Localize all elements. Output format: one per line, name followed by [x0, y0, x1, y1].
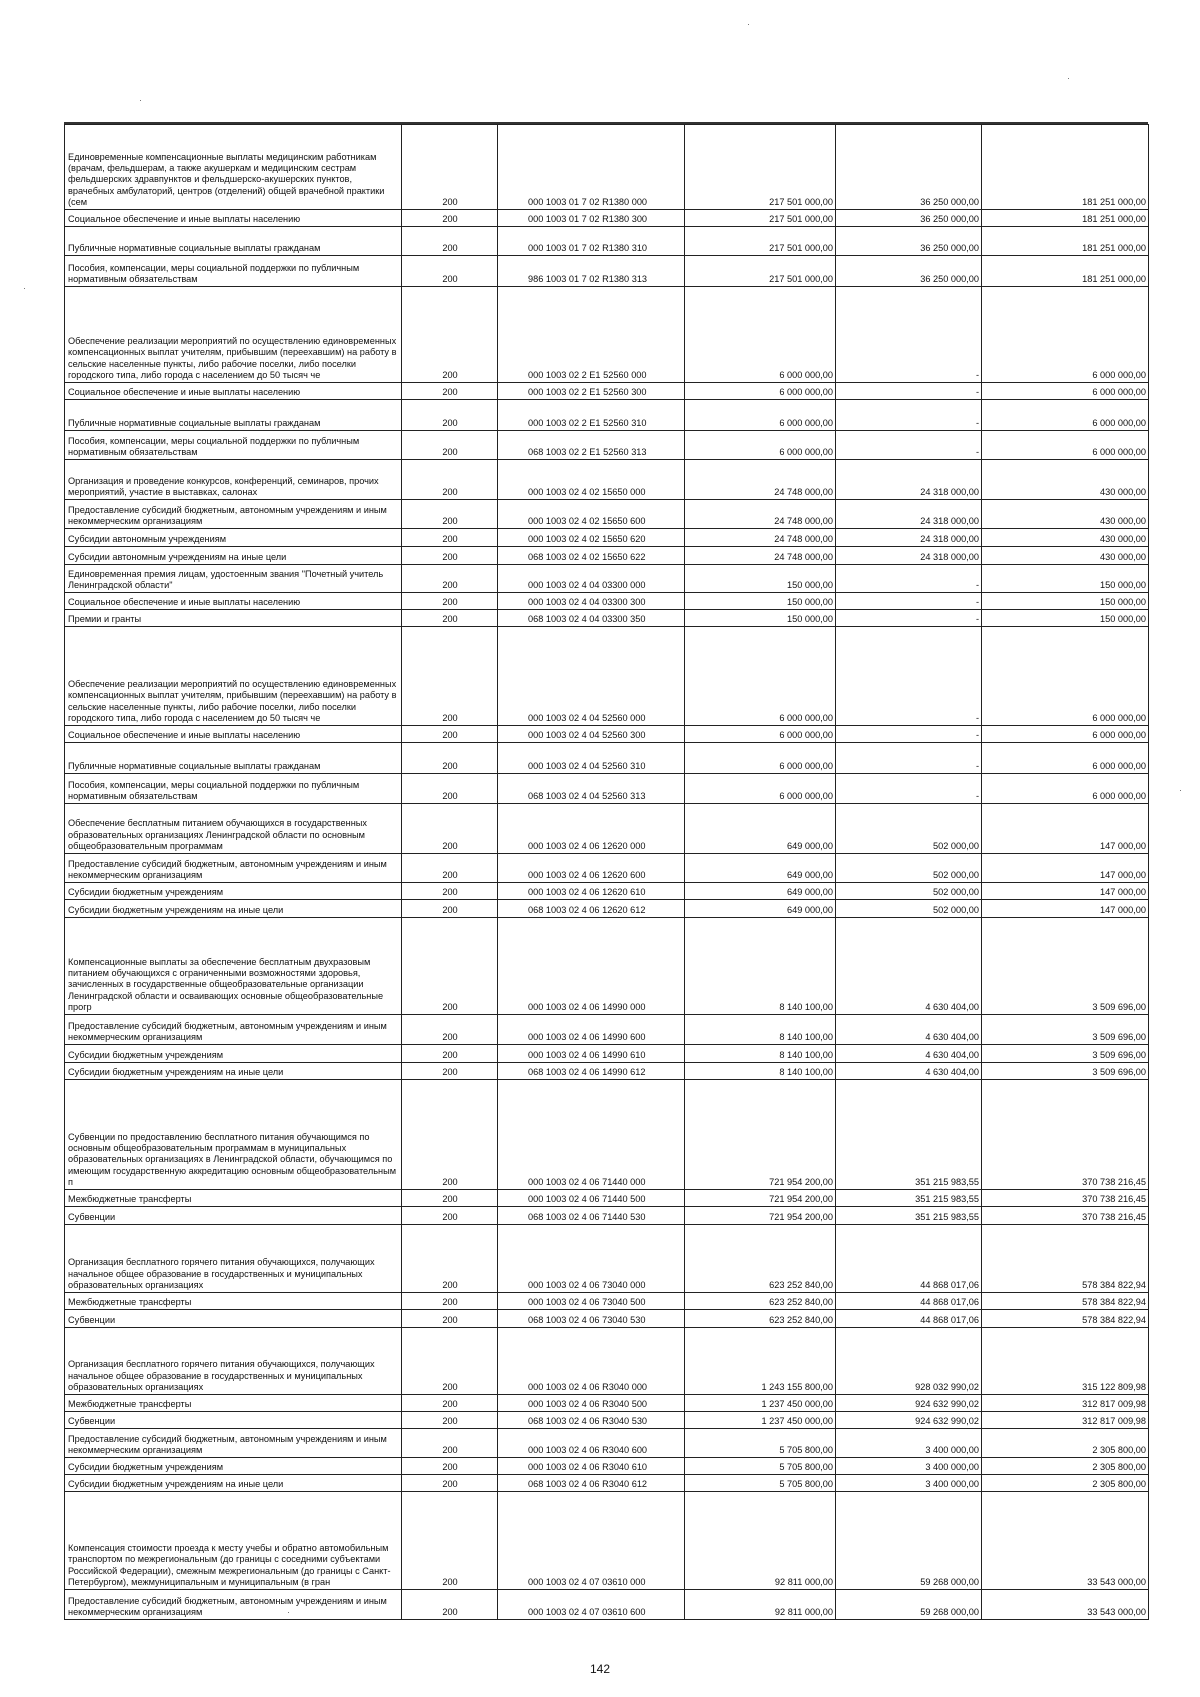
row-approved-cell: 24 748 000,00	[685, 529, 836, 547]
row-executed-cell: 928 032 990,02	[836, 1328, 982, 1395]
row-remaining-cell: 578 384 822,94	[982, 1225, 1149, 1293]
row-executed-cell: -	[836, 627, 982, 726]
row-executed-cell: 44 868 017,06	[836, 1225, 982, 1293]
table-row	[65, 1412, 1149, 1429]
row-kbk-cell: 000 1003 02 4 04 03300 300	[498, 593, 685, 610]
table-row	[65, 1225, 1149, 1293]
row-remaining-cell: 430 000,00	[982, 460, 1149, 500]
row-code-cell: 200	[402, 774, 498, 804]
row-kbk-cell: 000 1003 02 2 E1 52560 310	[498, 400, 685, 431]
page-number: 142	[589, 1662, 611, 1676]
table-row	[65, 1395, 1149, 1412]
row-executed-cell: 24 318 000,00	[836, 529, 982, 547]
row-code-cell: 200	[402, 593, 498, 610]
row-kbk-cell: 000 1003 02 4 04 52560 310	[498, 743, 685, 774]
row-name-cell: Обеспечение реализации мероприятий по осуществлению единовременных компенсационных выплат учителям, прибывшим (переехавшим) на работу в сельские населенные пункты, либо рабочие поселки, либо поселки городского типа, либо города с населением до 50 тысяч че	[65, 627, 402, 726]
row-code-cell: 200	[402, 1429, 498, 1458]
table-row	[65, 565, 1149, 593]
scan-speck	[140, 100, 141, 101]
row-kbk-cell: 068 1003 02 4 06 71440 530	[498, 1207, 685, 1225]
row-kbk-cell: 000 1003 02 4 06 14990 600	[498, 1015, 685, 1045]
row-kbk-cell: 068 1003 02 2 E1 52560 313	[498, 431, 685, 460]
scan-speck	[24, 288, 25, 289]
row-name-cell: Субсидии автономным учреждениям	[65, 529, 402, 547]
row-code-cell: 200	[402, 1412, 498, 1429]
row-kbk-cell: 068 1003 02 4 06 R3040 612	[498, 1475, 685, 1492]
row-code-cell: 200	[402, 1063, 498, 1080]
row-remaining-cell: 147 000,00	[982, 854, 1149, 883]
row-approved-cell: 6 000 000,00	[685, 383, 836, 400]
row-code-cell: 200	[402, 1045, 498, 1063]
row-approved-cell: 8 140 100,00	[685, 918, 836, 1015]
row-approved-cell: 6 000 000,00	[685, 287, 836, 383]
row-code-cell: 200	[402, 383, 498, 400]
row-approved-cell: 150 000,00	[685, 593, 836, 610]
row-kbk-cell: 068 1003 02 4 06 73040 530	[498, 1310, 685, 1328]
row-remaining-cell: 2 305 800,00	[982, 1429, 1149, 1458]
table-row	[65, 918, 1149, 1015]
row-executed-cell: 3 400 000,00	[836, 1475, 982, 1492]
row-kbk-cell: 068 1003 02 4 06 12620 612	[498, 900, 685, 918]
table-row	[65, 1015, 1149, 1045]
row-approved-cell: 721 954 200,00	[685, 1080, 836, 1190]
row-code-cell: 200	[402, 804, 498, 854]
row-remaining-cell: 6 000 000,00	[982, 774, 1149, 804]
row-remaining-cell: 430 000,00	[982, 500, 1149, 529]
row-approved-cell: 8 140 100,00	[685, 1063, 836, 1080]
row-remaining-cell: 6 000 000,00	[982, 383, 1149, 400]
row-kbk-cell: 000 1003 02 4 06 71440 500	[498, 1190, 685, 1207]
row-name-cell: Субсидии бюджетным учреждениям	[65, 883, 402, 900]
row-name-cell: Межбюджетные трансферты	[65, 1190, 402, 1207]
row-code-cell: 200	[402, 1225, 498, 1293]
row-executed-cell: 502 000,00	[836, 854, 982, 883]
row-kbk-cell: 000 1003 02 4 06 71440 000	[498, 1080, 685, 1190]
row-approved-cell: 6 000 000,00	[685, 774, 836, 804]
table-row	[65, 1429, 1149, 1458]
row-name-cell: Социальное обеспечение и иные выплаты населению	[65, 593, 402, 610]
row-code-cell: 200	[402, 1395, 498, 1412]
row-approved-cell: 623 252 840,00	[685, 1310, 836, 1328]
row-name-cell: Пособия, компенсации, меры социальной поддержки по публичным нормативным обязательствам	[65, 774, 402, 804]
table-row	[65, 227, 1149, 256]
row-kbk-cell: 000 1003 02 4 06 73040 000	[498, 1225, 685, 1293]
row-remaining-cell: 3 509 696,00	[982, 918, 1149, 1015]
row-approved-cell: 721 954 200,00	[685, 1207, 836, 1225]
row-code-cell: 200	[402, 883, 498, 900]
scan-speck	[1180, 790, 1181, 791]
table-row	[65, 1492, 1149, 1590]
table-row	[65, 1328, 1149, 1395]
row-code-cell: 200	[402, 743, 498, 774]
table-row	[65, 804, 1149, 854]
row-remaining-cell: 6 000 000,00	[982, 743, 1149, 774]
row-code-cell: 200	[402, 1080, 498, 1190]
row-kbk-cell: 000 1003 02 2 E1 52560 300	[498, 383, 685, 400]
row-remaining-cell: 3 509 696,00	[982, 1015, 1149, 1045]
row-executed-cell: -	[836, 593, 982, 610]
row-name-cell: Социальное обеспечение и иные выплаты населению	[65, 726, 402, 743]
row-remaining-cell: 150 000,00	[982, 593, 1149, 610]
row-remaining-cell: 6 000 000,00	[982, 726, 1149, 743]
row-kbk-cell: 000 1003 02 4 06 73040 500	[498, 1293, 685, 1310]
row-kbk-cell: 068 1003 02 4 04 03300 350	[498, 610, 685, 627]
row-code-cell: 200	[402, 210, 498, 227]
row-remaining-cell: 2 305 800,00	[982, 1458, 1149, 1475]
row-approved-cell: 649 000,00	[685, 854, 836, 883]
row-name-cell: Межбюджетные трансферты	[65, 1293, 402, 1310]
row-name-cell: Компенсационные выплаты за обеспечение бесплатным двухразовым питанием обучающихся с ограниченными возможностями здоровья, зачисленных в государственные общеобразовательные организации Ленинградской области и осваивающих основные общеобразовательные прогр	[65, 918, 402, 1015]
row-remaining-cell: 3 509 696,00	[982, 1063, 1149, 1080]
table-body	[65, 125, 1149, 1620]
row-name-cell: Организация бесплатного горячего питания обучающихся, получающих начальное общее образование в государственных и муниципальных образовательных организациях	[65, 1225, 402, 1293]
table-row	[65, 1045, 1149, 1063]
table-row	[65, 125, 1149, 210]
row-executed-cell: 351 215 983,55	[836, 1080, 982, 1190]
row-remaining-cell: 6 000 000,00	[982, 287, 1149, 383]
row-code-cell: 200	[402, 500, 498, 529]
row-name-cell: Субсидии бюджетным учреждениям на иные цели	[65, 1475, 402, 1492]
row-approved-cell: 649 000,00	[685, 804, 836, 854]
row-code-cell: 200	[402, 227, 498, 256]
row-kbk-cell: 000 1003 01 7 02 R1380 310	[498, 227, 685, 256]
row-executed-cell: -	[836, 287, 982, 383]
row-remaining-cell: 150 000,00	[982, 565, 1149, 593]
row-code-cell: 200	[402, 918, 498, 1015]
row-executed-cell: 36 250 000,00	[836, 227, 982, 256]
row-executed-cell: -	[836, 383, 982, 400]
row-code-cell: 200	[402, 1328, 498, 1395]
row-kbk-cell: 000 1003 02 4 04 03300 000	[498, 565, 685, 593]
row-remaining-cell: 2 305 800,00	[982, 1475, 1149, 1492]
row-kbk-cell: 000 1003 02 2 E1 52560 000	[498, 287, 685, 383]
row-remaining-cell: 312 817 009,98	[982, 1395, 1149, 1412]
row-kbk-cell: 000 1003 02 4 06 R3040 000	[498, 1328, 685, 1395]
row-code-cell: 200	[402, 529, 498, 547]
row-remaining-cell: 33 543 000,00	[982, 1590, 1149, 1620]
row-kbk-cell: 000 1003 02 4 02 15650 600	[498, 500, 685, 529]
table-row	[65, 1293, 1149, 1310]
row-remaining-cell: 578 384 822,94	[982, 1310, 1149, 1328]
row-name-cell: Субвенции	[65, 1310, 402, 1328]
row-approved-cell: 1 243 155 800,00	[685, 1328, 836, 1395]
row-executed-cell: 59 268 000,00	[836, 1590, 982, 1620]
row-executed-cell: 502 000,00	[836, 900, 982, 918]
table-row	[65, 900, 1149, 918]
row-kbk-cell: 000 1003 02 4 06 R3040 600	[498, 1429, 685, 1458]
row-name-cell: Субсидии бюджетным учреждениям на иные цели	[65, 900, 402, 918]
row-approved-cell: 1 237 450 000,00	[685, 1412, 836, 1429]
row-kbk-cell: 000 1003 02 4 04 52560 300	[498, 726, 685, 743]
row-name-cell: Публичные нормативные социальные выплаты гражданам	[65, 743, 402, 774]
row-code-cell: 200	[402, 460, 498, 500]
row-approved-cell: 5 705 800,00	[685, 1429, 836, 1458]
table-row	[65, 529, 1149, 547]
row-approved-cell: 6 000 000,00	[685, 431, 836, 460]
table-row	[65, 726, 1149, 743]
row-kbk-cell: 000 1003 02 4 06 12620 000	[498, 804, 685, 854]
row-code-cell: 200	[402, 1492, 498, 1590]
row-remaining-cell: 430 000,00	[982, 529, 1149, 547]
table-row	[65, 500, 1149, 529]
row-name-cell: Предоставление субсидий бюджетным, автономным учреждениям и иным некоммерческим организациям	[65, 500, 402, 529]
row-remaining-cell: 181 251 000,00	[982, 210, 1149, 227]
row-executed-cell: -	[836, 565, 982, 593]
row-name-cell: Обеспечение бесплатным питанием обучающихся в государственных образовательных организациях Ленинградской области по основным общеобразовательным программам	[65, 804, 402, 854]
row-name-cell: Публичные нормативные социальные выплаты гражданам	[65, 227, 402, 256]
row-remaining-cell: 147 000,00	[982, 883, 1149, 900]
row-code-cell: 200	[402, 610, 498, 627]
row-executed-cell: 924 632 990,02	[836, 1395, 982, 1412]
row-executed-cell: 24 318 000,00	[836, 500, 982, 529]
table-row	[65, 431, 1149, 460]
row-name-cell: Социальное обеспечение и иные выплаты населению	[65, 383, 402, 400]
row-approved-cell: 217 501 000,00	[685, 227, 836, 256]
row-code-cell: 200	[402, 1293, 498, 1310]
row-remaining-cell: 370 738 216,45	[982, 1207, 1149, 1225]
row-kbk-cell: 000 1003 02 4 02 15650 000	[498, 460, 685, 500]
row-approved-cell: 217 501 000,00	[685, 210, 836, 227]
row-remaining-cell: 315 122 809,98	[982, 1328, 1149, 1395]
row-code-cell: 200	[402, 1310, 498, 1328]
row-remaining-cell: 150 000,00	[982, 610, 1149, 627]
row-kbk-cell: 000 1003 02 4 06 14990 610	[498, 1045, 685, 1063]
row-executed-cell: 59 268 000,00	[836, 1492, 982, 1590]
row-approved-cell: 1 237 450 000,00	[685, 1395, 836, 1412]
table-row	[65, 854, 1149, 883]
row-kbk-cell: 068 1003 02 4 06 R3040 530	[498, 1412, 685, 1429]
row-code-cell: 200	[402, 1458, 498, 1475]
row-executed-cell: 36 250 000,00	[836, 125, 982, 210]
table-row	[65, 1310, 1149, 1328]
row-remaining-cell: 3 509 696,00	[982, 1045, 1149, 1063]
row-kbk-cell: 986 1003 01 7 02 R1380 313	[498, 256, 685, 287]
row-code-cell: 200	[402, 627, 498, 726]
row-name-cell: Пособия, компенсации, меры социальной поддержки по публичным нормативным обязательствам	[65, 431, 402, 460]
row-code-cell: 200	[402, 1015, 498, 1045]
row-name-cell: Обеспечение реализации мероприятий по осуществлению единовременных компенсационных выплат учителям, прибывшим (переехавшим) на работу в сельские населенные пункты, либо рабочие поселки, либо поселки городского типа, либо города с населением до 50 тысяч че	[65, 287, 402, 383]
table-row	[65, 547, 1149, 565]
row-kbk-cell: 000 1003 02 4 07 03610 600	[498, 1590, 685, 1620]
row-name-cell: Предоставление субсидий бюджетным, автономным учреждениям и иным некоммерческим организациям	[65, 1015, 402, 1045]
row-name-cell: Субвенции по предоставлению бесплатного питания обучающимся по основным общеобразовательным программам в муниципальных образовательных организациях в Ленинградской области, обучающимся по имеющим государственную аккредитацию основным общеобразовательным п	[65, 1080, 402, 1190]
scan-speck	[1068, 78, 1069, 79]
row-name-cell: Межбюджетные трансферты	[65, 1395, 402, 1412]
row-remaining-cell: 312 817 009,98	[982, 1412, 1149, 1429]
row-code-cell: 200	[402, 125, 498, 210]
table-row	[65, 1458, 1149, 1475]
row-kbk-cell: 000 1003 02 4 06 12620 600	[498, 854, 685, 883]
table-row	[65, 1080, 1149, 1190]
row-kbk-cell: 000 1003 02 4 06 12620 610	[498, 883, 685, 900]
row-kbk-cell: 000 1003 02 4 06 R3040 610	[498, 1458, 685, 1475]
row-executed-cell: 502 000,00	[836, 883, 982, 900]
row-executed-cell: -	[836, 400, 982, 431]
table-row	[65, 400, 1149, 431]
row-approved-cell: 8 140 100,00	[685, 1045, 836, 1063]
table-row	[65, 1475, 1149, 1492]
table-row	[65, 610, 1149, 627]
row-executed-cell: 44 868 017,06	[836, 1293, 982, 1310]
row-remaining-cell: 430 000,00	[982, 547, 1149, 565]
row-name-cell: Предоставление субсидий бюджетным, автономным учреждениям и иным некоммерческим организациям	[65, 854, 402, 883]
table-row	[65, 883, 1149, 900]
row-executed-cell: 502 000,00	[836, 804, 982, 854]
row-remaining-cell: 147 000,00	[982, 900, 1149, 918]
row-remaining-cell: 6 000 000,00	[982, 400, 1149, 431]
row-code-cell: 200	[402, 900, 498, 918]
row-approved-cell: 217 501 000,00	[685, 125, 836, 210]
row-name-cell: Публичные нормативные социальные выплаты гражданам	[65, 400, 402, 431]
row-remaining-cell: 6 000 000,00	[982, 627, 1149, 726]
row-kbk-cell: 000 1003 02 4 06 14990 000	[498, 918, 685, 1015]
row-name-cell: Субвенции	[65, 1207, 402, 1225]
row-name-cell: Единовременные компенсационные выплаты медицинским работникам (врачам, фельдшерам, а также акушеркам и медицинским сестрам фельдшерских здравпунктов и фельдшерско-акушерских пунктов, врачебных амбулаторий, центров (отделений) общей врачебной практики (сем	[65, 125, 402, 210]
row-code-cell: 200	[402, 1590, 498, 1620]
row-code-cell: 200	[402, 256, 498, 287]
row-name-cell: Предоставление субсидий бюджетным, автономным учреждениям и иным некоммерческим организациям	[65, 1429, 402, 1458]
scan-speck	[288, 1612, 289, 1613]
row-name-cell: Субсидии бюджетным учреждениям на иные цели	[65, 1063, 402, 1080]
row-approved-cell: 217 501 000,00	[685, 256, 836, 287]
row-approved-cell: 649 000,00	[685, 900, 836, 918]
row-name-cell: Единовременная премия лицам, удостоенным звания "Почетный учитель Ленинградской области"	[65, 565, 402, 593]
table-row	[65, 210, 1149, 227]
row-remaining-cell: 181 251 000,00	[982, 256, 1149, 287]
row-code-cell: 200	[402, 1190, 498, 1207]
row-approved-cell: 92 811 000,00	[685, 1492, 836, 1590]
row-executed-cell: 36 250 000,00	[836, 210, 982, 227]
table-row	[65, 1590, 1149, 1620]
row-kbk-cell: 000 1003 02 4 02 15650 620	[498, 529, 685, 547]
row-executed-cell: -	[836, 774, 982, 804]
table-row	[65, 287, 1149, 383]
row-remaining-cell: 6 000 000,00	[982, 431, 1149, 460]
row-code-cell: 200	[402, 1475, 498, 1492]
row-executed-cell: 4 630 404,00	[836, 1015, 982, 1045]
row-executed-cell: -	[836, 726, 982, 743]
row-executed-cell: 24 318 000,00	[836, 547, 982, 565]
row-executed-cell: -	[836, 743, 982, 774]
row-remaining-cell: 181 251 000,00	[982, 125, 1149, 210]
row-code-cell: 200	[402, 726, 498, 743]
table-row	[65, 593, 1149, 610]
table-row	[65, 1190, 1149, 1207]
row-approved-cell: 6 000 000,00	[685, 627, 836, 726]
row-name-cell: Субсидии автономным учреждениям на иные цели	[65, 547, 402, 565]
row-kbk-cell: 068 1003 02 4 04 52560 313	[498, 774, 685, 804]
row-approved-cell: 6 000 000,00	[685, 743, 836, 774]
row-approved-cell: 92 811 000,00	[685, 1590, 836, 1620]
row-approved-cell: 24 748 000,00	[685, 460, 836, 500]
row-executed-cell: 3 400 000,00	[836, 1429, 982, 1458]
table-row	[65, 256, 1149, 287]
row-executed-cell: 3 400 000,00	[836, 1458, 982, 1475]
table-row	[65, 383, 1149, 400]
row-approved-cell: 6 000 000,00	[685, 726, 836, 743]
row-code-cell: 200	[402, 287, 498, 383]
row-approved-cell: 721 954 200,00	[685, 1190, 836, 1207]
row-kbk-cell: 068 1003 02 4 02 15650 622	[498, 547, 685, 565]
row-executed-cell: -	[836, 431, 982, 460]
table-row	[65, 1063, 1149, 1080]
row-executed-cell: -	[836, 610, 982, 627]
row-approved-cell: 150 000,00	[685, 565, 836, 593]
row-name-cell: Субвенции	[65, 1412, 402, 1429]
row-approved-cell: 5 705 800,00	[685, 1458, 836, 1475]
scan-speck	[748, 24, 749, 25]
row-kbk-cell: 000 1003 01 7 02 R1380 000	[498, 125, 685, 210]
row-name-cell: Организация и проведение конкурсов, конференций, семинаров, прочих мероприятий, участие в выставках, салонах	[65, 460, 402, 500]
row-code-cell: 200	[402, 565, 498, 593]
row-remaining-cell: 578 384 822,94	[982, 1293, 1149, 1310]
row-kbk-cell: 000 1003 02 4 07 03610 000	[498, 1492, 685, 1590]
row-executed-cell: 924 632 990,02	[836, 1412, 982, 1429]
row-approved-cell: 5 705 800,00	[685, 1475, 836, 1492]
row-executed-cell: 351 215 983,55	[836, 1207, 982, 1225]
row-kbk-cell: 000 1003 02 4 06 R3040 500	[498, 1395, 685, 1412]
row-executed-cell: 4 630 404,00	[836, 918, 982, 1015]
table-row	[65, 460, 1149, 500]
row-approved-cell: 24 748 000,00	[685, 547, 836, 565]
row-kbk-cell: 068 1003 02 4 06 14990 612	[498, 1063, 685, 1080]
budget-execution-table	[64, 124, 1149, 1620]
row-name-cell: Премии и гранты	[65, 610, 402, 627]
table-row	[65, 627, 1149, 726]
row-approved-cell: 649 000,00	[685, 883, 836, 900]
row-approved-cell: 623 252 840,00	[685, 1293, 836, 1310]
row-approved-cell: 150 000,00	[685, 610, 836, 627]
row-code-cell: 200	[402, 400, 498, 431]
row-remaining-cell: 147 000,00	[982, 804, 1149, 854]
row-executed-cell: 24 318 000,00	[836, 460, 982, 500]
row-approved-cell: 623 252 840,00	[685, 1225, 836, 1293]
row-remaining-cell: 33 543 000,00	[982, 1492, 1149, 1590]
row-executed-cell: 4 630 404,00	[836, 1063, 982, 1080]
row-name-cell: Социальное обеспечение и иные выплаты населению	[65, 210, 402, 227]
row-name-cell: Пособия, компенсации, меры социальной поддержки по публичным нормативным обязательствам	[65, 256, 402, 287]
row-name-cell: Субсидии бюджетным учреждениям	[65, 1045, 402, 1063]
row-executed-cell: 36 250 000,00	[836, 256, 982, 287]
row-name-cell: Компенсация стоимости проезда к месту учебы и обратно автомобильным транспортом по межрегиональным (до границы с соседними субъектами Российской Федерации), смежным межрегиональным (до границы с Санкт-Петербургом), межмуниципальным и муниципальным (в гран	[65, 1492, 402, 1590]
row-name-cell: Предоставление субсидий бюджетным, автономным учреждениям и иным некоммерческим организациям	[65, 1590, 402, 1620]
row-code-cell: 200	[402, 1207, 498, 1225]
row-approved-cell: 8 140 100,00	[685, 1015, 836, 1045]
row-remaining-cell: 370 738 216,45	[982, 1190, 1149, 1207]
row-approved-cell: 24 748 000,00	[685, 500, 836, 529]
table-row	[65, 743, 1149, 774]
row-code-cell: 200	[402, 854, 498, 883]
row-remaining-cell: 370 738 216,45	[982, 1080, 1149, 1190]
row-code-cell: 200	[402, 547, 498, 565]
table-row	[65, 774, 1149, 804]
row-name-cell: Субсидии бюджетным учреждениям	[65, 1458, 402, 1475]
row-name-cell: Организация бесплатного горячего питания обучающихся, получающих начальное общее образование в государственных и муниципальных образовательных организациях	[65, 1328, 402, 1395]
row-executed-cell: 4 630 404,00	[836, 1045, 982, 1063]
row-executed-cell: 351 215 983,55	[836, 1190, 982, 1207]
row-remaining-cell: 181 251 000,00	[982, 227, 1149, 256]
row-executed-cell: 44 868 017,06	[836, 1310, 982, 1328]
row-approved-cell: 6 000 000,00	[685, 400, 836, 431]
row-kbk-cell: 000 1003 01 7 02 R1380 300	[498, 210, 685, 227]
row-kbk-cell: 000 1003 02 4 04 52560 000	[498, 627, 685, 726]
table-row	[65, 1207, 1149, 1225]
row-code-cell: 200	[402, 431, 498, 460]
